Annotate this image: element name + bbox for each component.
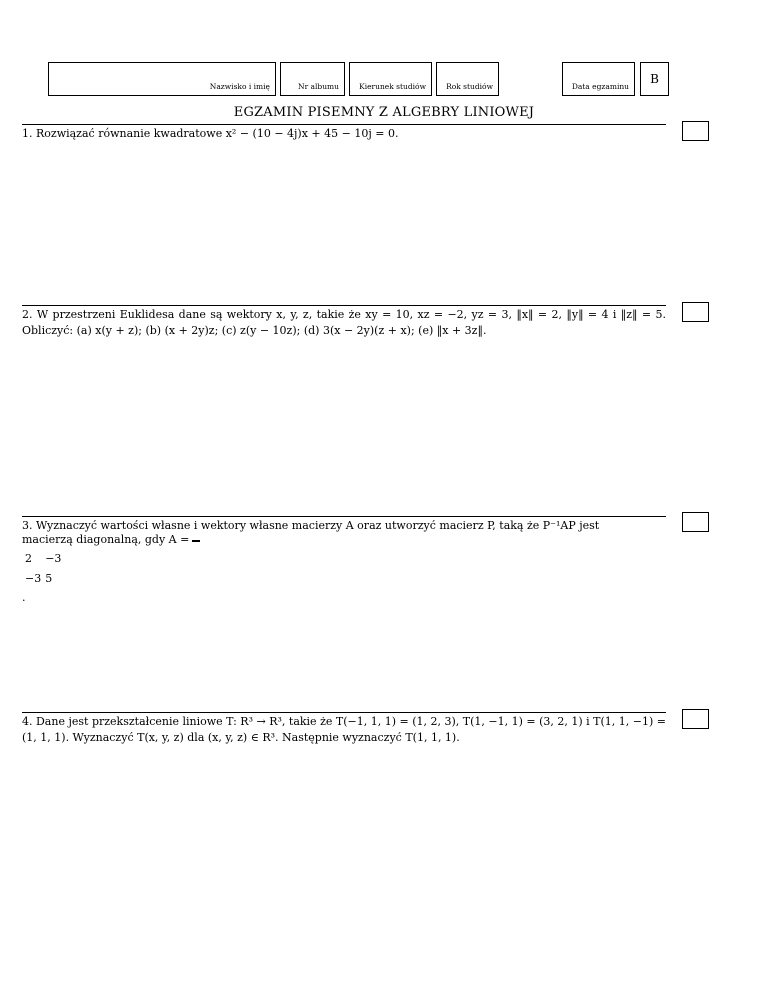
name-field-label: Nazwisko i imię bbox=[209, 82, 270, 91]
album-number-field-label: Nr albumu bbox=[298, 82, 339, 91]
exam-variant-box: B bbox=[640, 62, 669, 96]
task-3-score-box[interactable] bbox=[682, 512, 709, 532]
task-3-line-2-suffix: . bbox=[22, 591, 26, 604]
task-1-score-box[interactable] bbox=[682, 121, 709, 141]
task-1-rule bbox=[22, 124, 666, 125]
album-number-field-box[interactable] bbox=[280, 62, 345, 96]
task-2-text: 2. W przestrzeni Euklidesa dane są wektory x, y, z, takie że xy = 10, xz = −2, yz = 3, ‖x‖ = 2, ‖y‖ = 4 i ‖z‖ = 5. Obliczyć: (a) x(y + z); (b) (x + 2y)z; (c) z(y − 10z); (d) 3(x − 2y)(z + x); (e) ‖x + 3z‖. bbox=[22, 308, 666, 337]
task-2-score-box[interactable] bbox=[682, 302, 709, 322]
task-1-text: 1. Rozwiązać równanie kwadratowe x² − (10 − 4j)x + 45 − 10j = 0. bbox=[22, 127, 399, 140]
matrix-cell: −3 bbox=[45, 552, 62, 565]
year-of-study-label: Rok studiów bbox=[446, 82, 493, 91]
matrix-cell: 2 bbox=[25, 552, 32, 565]
task-3-text bbox=[22, 518, 666, 606]
field-of-study-label: Kierunek studiów bbox=[359, 82, 426, 91]
name-field-box[interactable] bbox=[48, 62, 276, 96]
task-4-score-box[interactable] bbox=[682, 709, 709, 729]
task-3-line-2-prefix: macierzą diagonalną, gdy A = bbox=[22, 533, 190, 546]
exam-title: EGZAMIN PISEMNY Z ALGEBRY LINIOWEJ bbox=[233, 105, 535, 120]
task-4-rule bbox=[22, 712, 666, 713]
field-of-study-box[interactable] bbox=[349, 62, 432, 96]
year-of-study-box[interactable] bbox=[436, 62, 499, 96]
task-4-text: 4. Dane jest przekształcenie liniowe T: R³ → R³, takie że T(−1, 1, 1) = (1, 2, 3), T(1, −1, 1) = (3, 2, 1) i T(1, 1, −1) = (1, 1, 1). Wyznaczyć T(x, y, z) dla (x, y, z) ∈ R³. Następnie wyznaczyć T(1, 1, 1). bbox=[22, 715, 666, 744]
matrix-cell: −3 bbox=[25, 572, 42, 585]
task-2-rule bbox=[22, 305, 666, 306]
exam-date-label: Data egzaminu bbox=[571, 82, 629, 91]
exam-date-box[interactable] bbox=[562, 62, 635, 96]
matrix-cell: 5 bbox=[45, 572, 53, 585]
task-3-line-1: 3. Wyznaczyć wartości własne i wektory własne macierzy A oraz utworzyć macierz P, taką że P⁻¹AP jest bbox=[22, 519, 600, 532]
task-3-rule bbox=[22, 516, 666, 517]
